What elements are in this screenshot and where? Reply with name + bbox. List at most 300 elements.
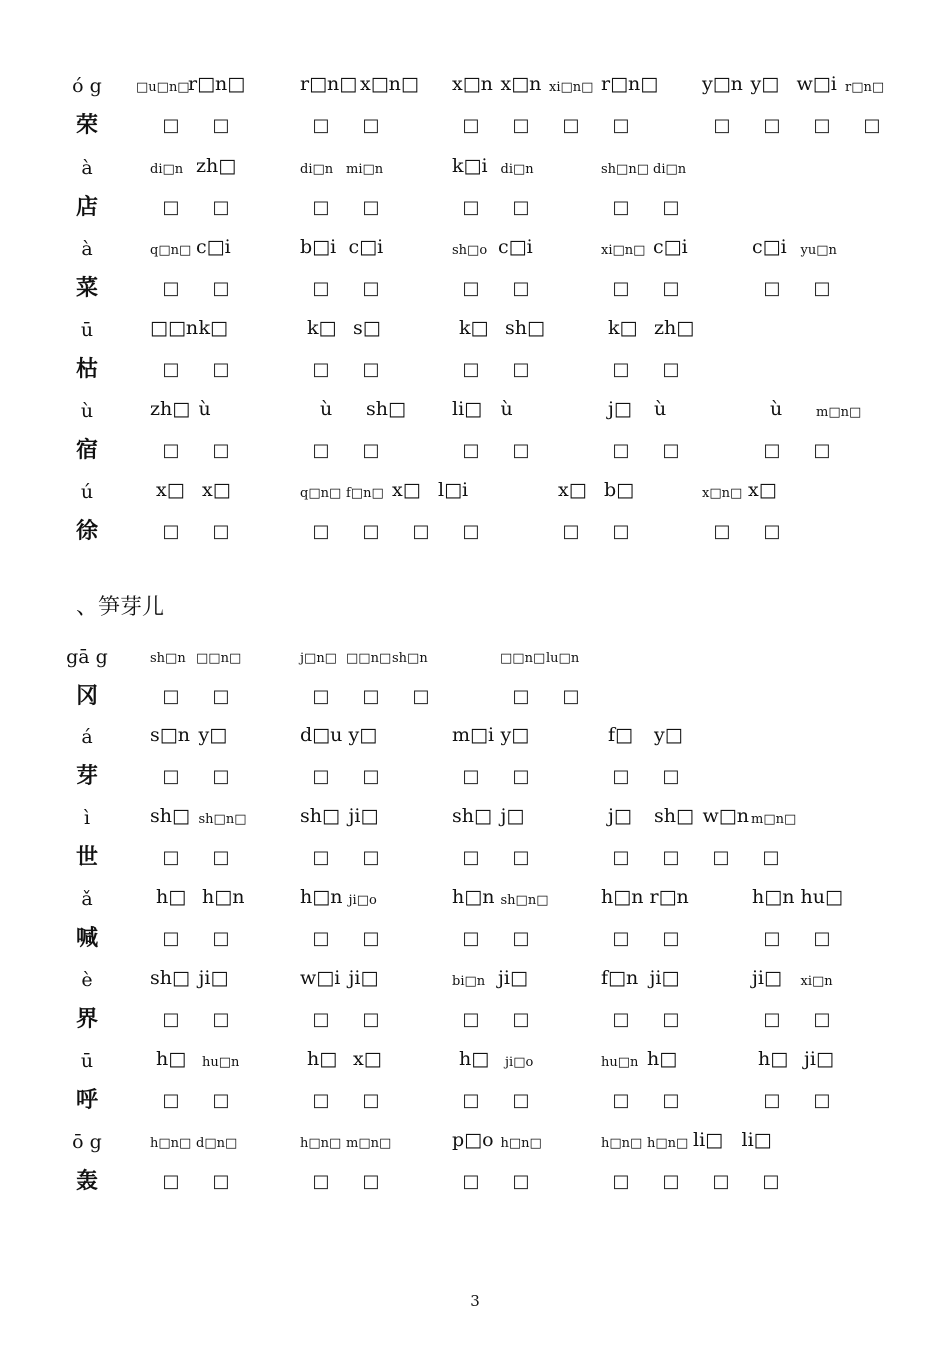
pinyin-syllable: sh□ (150, 967, 190, 989)
answer-box: □ (612, 115, 630, 136)
pinyin-syllable: sh□ (300, 805, 340, 827)
lead-hanzi: 荣 (75, 113, 98, 138)
pinyin-syllable: bi□n (452, 974, 486, 989)
answer-box: □ (562, 686, 580, 707)
pinyin-syllable: sh□n (392, 651, 428, 666)
hanzi-row (0, 1162, 950, 1202)
pinyin-row (0, 798, 950, 838)
lead-hanzi: 冈 (75, 684, 98, 709)
lead-hanzi: 宿 (75, 438, 98, 463)
answer-box: □ (462, 766, 480, 787)
answer-box: □ (162, 521, 180, 542)
hanzi-row (0, 838, 950, 878)
answer-box: □ (612, 847, 630, 868)
pinyin-syllable: sh□n□ (500, 893, 549, 908)
pinyin-syllable: x□n (500, 73, 542, 95)
hanzi-row (0, 269, 950, 309)
answer-box: □ (562, 115, 580, 136)
pinyin-syllable: sh□ (150, 805, 190, 827)
answer-box: □ (512, 440, 530, 461)
answer-box: □ (212, 686, 230, 707)
lead-hanzi: 徐 (75, 519, 98, 544)
hanzi-row (0, 512, 950, 552)
pinyin-syllable: □□n□ (196, 651, 242, 666)
answer-box: □ (612, 521, 630, 542)
pinyin-row (0, 148, 950, 188)
answer-box: □ (312, 1171, 330, 1192)
pinyin-syllable: s□ (353, 317, 381, 339)
answer-box: □ (162, 278, 180, 299)
pinyin-syllable: h□ (156, 1048, 187, 1070)
answer-box: □ (212, 1171, 230, 1192)
answer-box: □ (713, 521, 731, 542)
pinyin-row (0, 960, 950, 1000)
pinyin-syllable: q□n□ (300, 486, 342, 501)
answer-box: □ (212, 766, 230, 787)
pinyin-syllable: k□ (459, 317, 489, 339)
pinyin-syllable: x□ (353, 1048, 382, 1070)
pinyin-syllable: sh□ (505, 317, 545, 339)
pinyin-syllable: xi□n (800, 974, 833, 989)
pinyin-syllable: m□n□ (816, 405, 862, 420)
lead-pinyin: ǎ (81, 888, 93, 910)
pinyin-syllable: h□n (752, 886, 795, 908)
answer-box: □ (813, 1009, 831, 1030)
pinyin-syllable: sh□n□ (601, 162, 649, 177)
answer-box: □ (162, 440, 180, 461)
pinyin-syllable: f□ (608, 724, 633, 746)
pinyin-syllable: sh□ (452, 805, 492, 827)
pinyin-syllable: h□ (758, 1048, 789, 1070)
pinyin-syllable: h□n (202, 886, 245, 908)
answer-box: □ (162, 686, 180, 707)
answer-box: □ (662, 766, 680, 787)
pinyin-syllable: y□ (500, 724, 530, 746)
pinyin-syllable: ù (770, 398, 783, 420)
answer-box: □ (512, 766, 530, 787)
hanzi-row (0, 919, 950, 959)
pinyin-row (0, 879, 950, 919)
answer-box: □ (312, 278, 330, 299)
pinyin-syllable: c□i (498, 236, 533, 258)
answer-box: □ (162, 1171, 180, 1192)
pinyin-syllable: j□ (500, 805, 525, 827)
pinyin-syllable: p□o (452, 1129, 494, 1151)
answer-box: □ (312, 197, 330, 218)
answer-box: □ (712, 847, 730, 868)
answer-box: □ (312, 847, 330, 868)
answer-box: □ (362, 928, 380, 949)
answer-box: □ (863, 115, 881, 136)
pinyin-syllable: □□n (150, 317, 199, 339)
pinyin-syllable: d□n□ (196, 1136, 238, 1151)
pinyin-syllable: ù (500, 398, 513, 420)
pinyin-syllable: di□n (500, 162, 534, 177)
pinyin-syllable: d□u (300, 724, 343, 746)
pinyin-syllable: r□n□ (300, 73, 358, 95)
pinyin-syllable: sh□n□ (198, 812, 247, 827)
answer-box: □ (662, 359, 680, 380)
pinyin-syllable: k□ (198, 317, 228, 339)
pinyin-syllable: □□n□ (346, 651, 392, 666)
lead-pinyin: ū (80, 1050, 94, 1072)
pinyin-syllable: b□ (604, 479, 635, 501)
answer-box: □ (162, 359, 180, 380)
answer-box: □ (612, 197, 630, 218)
answer-box: □ (512, 686, 530, 707)
answer-box: □ (462, 197, 480, 218)
answer-box: □ (662, 197, 680, 218)
answer-box: □ (312, 359, 330, 380)
answer-box: □ (462, 928, 480, 949)
answer-box: □ (362, 440, 380, 461)
lead-hanzi: 芽 (75, 764, 98, 789)
answer-box: □ (813, 440, 831, 461)
pinyin-syllable: ji□o (505, 1055, 534, 1070)
pinyin-syllable: w□i (796, 73, 837, 95)
answer-box: □ (362, 766, 380, 787)
answer-box: □ (312, 521, 330, 542)
pinyin-row (0, 66, 950, 106)
pinyin-syllable: ji□ (348, 967, 379, 989)
pinyin-syllable: h□ (647, 1048, 678, 1070)
answer-box: □ (462, 1171, 480, 1192)
pinyin-row (0, 1122, 950, 1162)
answer-box: □ (612, 928, 630, 949)
answer-box: □ (212, 928, 230, 949)
pinyin-syllable: ù (198, 398, 211, 420)
pinyin-syllable: x□ (392, 479, 421, 501)
pinyin-syllable: sh□ (654, 805, 694, 827)
pinyin-syllable: b□i (300, 236, 337, 258)
answer-box: □ (662, 928, 680, 949)
answer-box: □ (512, 1009, 530, 1030)
answer-box: □ (512, 1171, 530, 1192)
answer-box: □ (312, 928, 330, 949)
pinyin-syllable: f□n (601, 967, 639, 989)
pinyin-syllable: r□n□ (845, 80, 885, 95)
answer-box: □ (462, 1090, 480, 1111)
answer-box: □ (612, 1009, 630, 1030)
pinyin-syllable: j□n□ (300, 651, 337, 666)
lead-hanzi: 菜 (75, 276, 98, 301)
pinyin-syllable: y□ (198, 724, 228, 746)
pinyin-row (0, 717, 950, 757)
answer-box: □ (512, 197, 530, 218)
pinyin-syllable: k□i (452, 155, 488, 177)
answer-box: □ (362, 115, 380, 136)
pinyin-syllable: sh□n (150, 651, 186, 666)
pinyin-syllable: x□n□ (360, 73, 419, 95)
lead-pinyin: gā g (66, 646, 108, 668)
pinyin-syllable: di□n (653, 162, 687, 177)
lead-pinyin: ú (80, 481, 94, 503)
answer-box: □ (162, 1090, 180, 1111)
pinyin-syllable: m□n□ (751, 812, 797, 827)
answer-box: □ (162, 928, 180, 949)
answer-box: □ (362, 686, 380, 707)
pinyin-syllable: zh□ (150, 398, 191, 420)
answer-box: □ (362, 1009, 380, 1030)
lead-pinyin: ū (80, 319, 94, 341)
answer-box: □ (763, 115, 781, 136)
pinyin-syllable: ù (320, 398, 333, 420)
answer-box: □ (763, 278, 781, 299)
answer-box: □ (362, 521, 380, 542)
answer-box: □ (763, 928, 781, 949)
answer-box: □ (612, 1090, 630, 1111)
answer-box: □ (312, 115, 330, 136)
lead-hanzi: 店 (75, 195, 98, 220)
pinyin-syllable: ji□o (348, 893, 377, 908)
pinyin-syllable: di□n (300, 162, 334, 177)
page-number: 3 (470, 1292, 480, 1310)
answer-box: □ (612, 766, 630, 787)
answer-box: □ (362, 1090, 380, 1111)
pinyin-row (0, 229, 950, 269)
pinyin-syllable: ji□ (752, 967, 782, 989)
pinyin-syllable: m□n□ (346, 1136, 392, 1151)
lead-hanzi: 呼 (75, 1088, 98, 1113)
answer-box: □ (762, 847, 780, 868)
answer-box: □ (562, 521, 580, 542)
answer-box: □ (712, 1171, 730, 1192)
answer-box: □ (462, 847, 480, 868)
answer-box: □ (512, 115, 530, 136)
answer-box: □ (212, 359, 230, 380)
lead-hanzi: 轰 (75, 1169, 98, 1194)
answer-box: □ (612, 278, 630, 299)
answer-box: □ (763, 1009, 781, 1030)
answer-box: □ (162, 847, 180, 868)
pinyin-syllable: ji□ (348, 805, 379, 827)
pinyin-syllable: r□n□ (188, 73, 246, 95)
lead-pinyin: ó g (72, 75, 102, 97)
pinyin-syllable: r□n (649, 886, 689, 908)
answer-box: □ (312, 686, 330, 707)
hanzi-row (0, 188, 950, 228)
hanzi-row (0, 431, 950, 471)
pinyin-syllable: x□ (558, 479, 587, 501)
pinyin-syllable: w□i (300, 967, 341, 989)
answer-box: □ (813, 928, 831, 949)
pinyin-syllable: zh□ (196, 155, 237, 177)
pinyin-syllable: j□ (608, 398, 632, 420)
pinyin-syllable: h□n□ (500, 1136, 542, 1151)
pinyin-syllable: hu□n (202, 1055, 240, 1070)
answer-box: □ (412, 686, 430, 707)
pinyin-syllable: h□n□ (150, 1136, 192, 1151)
answer-box: □ (212, 115, 230, 136)
pinyin-syllable: q□n□ (150, 243, 192, 258)
pinyin-syllable: sh□ (366, 398, 406, 420)
answer-box: □ (212, 1009, 230, 1030)
lead-pinyin: è (81, 969, 93, 991)
pinyin-syllable: j□ (608, 805, 632, 827)
answer-box: □ (662, 278, 680, 299)
answer-box: □ (362, 359, 380, 380)
answer-box: □ (162, 197, 180, 218)
answer-box: □ (462, 521, 480, 542)
pinyin-syllable: h□n□ (601, 1136, 643, 1151)
pinyin-syllable: h□ (459, 1048, 490, 1070)
hanzi-row (0, 106, 950, 146)
answer-box: □ (362, 278, 380, 299)
answer-box: □ (412, 521, 430, 542)
answer-box: □ (512, 278, 530, 299)
answer-box: □ (662, 1009, 680, 1030)
lead-hanzi: 枯 (75, 357, 98, 382)
pinyin-syllable: li□ (693, 1129, 724, 1151)
pinyin-syllable: li□ (452, 398, 483, 420)
section-title: 、笋芽儿 (76, 595, 165, 620)
pinyin-syllable: h□n (300, 886, 343, 908)
answer-box: □ (362, 847, 380, 868)
answer-box: □ (612, 1171, 630, 1192)
pinyin-syllable: □u□n□ (136, 80, 190, 95)
answer-box: □ (162, 1009, 180, 1030)
pinyin-syllable: h□ (156, 886, 187, 908)
pinyin-syllable: xi□n□ (601, 243, 646, 258)
pinyin-syllable: xi□n□ (549, 80, 594, 95)
pinyin-syllable: ji□ (649, 967, 680, 989)
pinyin-syllable: h□n (452, 886, 495, 908)
lead-hanzi: 世 (75, 845, 98, 870)
pinyin-syllable: x□ (156, 479, 185, 501)
lead-hanzi: 界 (75, 1007, 98, 1032)
lead-pinyin: á (81, 726, 93, 748)
pinyin-syllable: hu□ (800, 886, 843, 908)
pinyin-syllable: r□n□ (601, 73, 659, 95)
answer-box: □ (362, 1171, 380, 1192)
answer-box: □ (763, 1090, 781, 1111)
answer-box: □ (763, 521, 781, 542)
answer-box: □ (462, 440, 480, 461)
pinyin-row (0, 637, 950, 677)
pinyin-syllable: c□i (348, 236, 384, 258)
pinyin-row (0, 472, 950, 512)
pinyin-syllable: x□ (748, 479, 777, 501)
pinyin-syllable: y□ (654, 724, 683, 746)
pinyin-syllable: h□n□ (300, 1136, 342, 1151)
answer-box: □ (612, 440, 630, 461)
hanzi-row (0, 1000, 950, 1040)
lead-hanzi: 喊 (75, 926, 98, 951)
answer-box: □ (512, 928, 530, 949)
pinyin-syllable: m□i (452, 724, 495, 746)
answer-box: □ (763, 440, 781, 461)
pinyin-row (0, 310, 950, 350)
hanzi-row (0, 677, 950, 717)
pinyin-syllable: ji□ (804, 1048, 834, 1070)
hanzi-row (0, 1081, 950, 1121)
answer-box: □ (312, 1090, 330, 1111)
answer-box: □ (312, 1009, 330, 1030)
pinyin-syllable: c□i (196, 236, 231, 258)
answer-box: □ (312, 766, 330, 787)
pinyin-syllable: h□n (601, 886, 644, 908)
answer-box: □ (462, 359, 480, 380)
pinyin-syllable: c□i (653, 236, 688, 258)
answer-box: □ (512, 1090, 530, 1111)
answer-box: □ (212, 197, 230, 218)
answer-box: □ (662, 1090, 680, 1111)
answer-box: □ (212, 847, 230, 868)
answer-box: □ (462, 115, 480, 136)
pinyin-syllable: li□ (741, 1129, 772, 1151)
pinyin-syllable: x□ (202, 479, 231, 501)
answer-box: □ (312, 440, 330, 461)
answer-box: □ (813, 115, 831, 136)
answer-box: □ (162, 766, 180, 787)
pinyin-syllable: di□n (150, 162, 184, 177)
answer-box: □ (212, 278, 230, 299)
answer-box: □ (662, 440, 680, 461)
answer-box: □ (512, 847, 530, 868)
lead-pinyin: ì (83, 807, 91, 829)
answer-box: □ (813, 1090, 831, 1111)
pinyin-syllable: k□ (307, 317, 337, 339)
pinyin-syllable: □□n□ (500, 651, 546, 666)
pinyin-syllable: s□n (150, 724, 190, 746)
pinyin-syllable: f□n□ (346, 486, 384, 501)
answer-box: □ (162, 115, 180, 136)
answer-box: □ (813, 278, 831, 299)
pinyin-syllable: hu□n (601, 1055, 639, 1070)
pinyin-syllable: w□n (702, 805, 749, 827)
pinyin-syllable: ù (654, 398, 667, 420)
pinyin-syllable: h□ (307, 1048, 338, 1070)
answer-box: □ (612, 359, 630, 380)
pinyin-syllable: y□ (348, 724, 378, 746)
pinyin-syllable: h□n□ (647, 1136, 689, 1151)
answer-box: □ (462, 1009, 480, 1030)
answer-box: □ (462, 278, 480, 299)
pinyin-syllable: x□n (452, 73, 493, 95)
answer-box: □ (512, 359, 530, 380)
answer-box: □ (212, 521, 230, 542)
pinyin-syllable: yu□n (800, 243, 837, 258)
lead-pinyin: à (81, 157, 93, 179)
hanzi-row (0, 757, 950, 797)
pinyin-syllable: sh□o (452, 243, 488, 258)
answer-box: □ (662, 847, 680, 868)
lead-pinyin: ù (80, 400, 94, 422)
pinyin-syllable: y□ (750, 73, 780, 95)
pinyin-syllable: zh□ (654, 317, 695, 339)
lead-pinyin: ō g (72, 1131, 102, 1153)
hanzi-row (0, 350, 950, 390)
pinyin-syllable: k□ (608, 317, 638, 339)
pinyin-syllable: ji□ (198, 967, 229, 989)
pinyin-syllable: lu□n (546, 651, 580, 666)
pinyin-row (0, 391, 950, 431)
answer-box: □ (212, 440, 230, 461)
answer-box: □ (212, 1090, 230, 1111)
answer-box: □ (713, 115, 731, 136)
pinyin-syllable: c□i (752, 236, 787, 258)
pinyin-row (0, 1041, 950, 1081)
pinyin-syllable: ji□ (498, 967, 528, 989)
pinyin-syllable: l□i (438, 479, 469, 501)
pinyin-syllable: y□n (702, 73, 743, 95)
answer-box: □ (762, 1171, 780, 1192)
answer-box: □ (662, 1171, 680, 1192)
answer-box: □ (362, 197, 380, 218)
pinyin-syllable: mi□n (346, 162, 384, 177)
pinyin-syllable: x□n□ (702, 486, 743, 501)
lead-pinyin: à (81, 238, 93, 260)
